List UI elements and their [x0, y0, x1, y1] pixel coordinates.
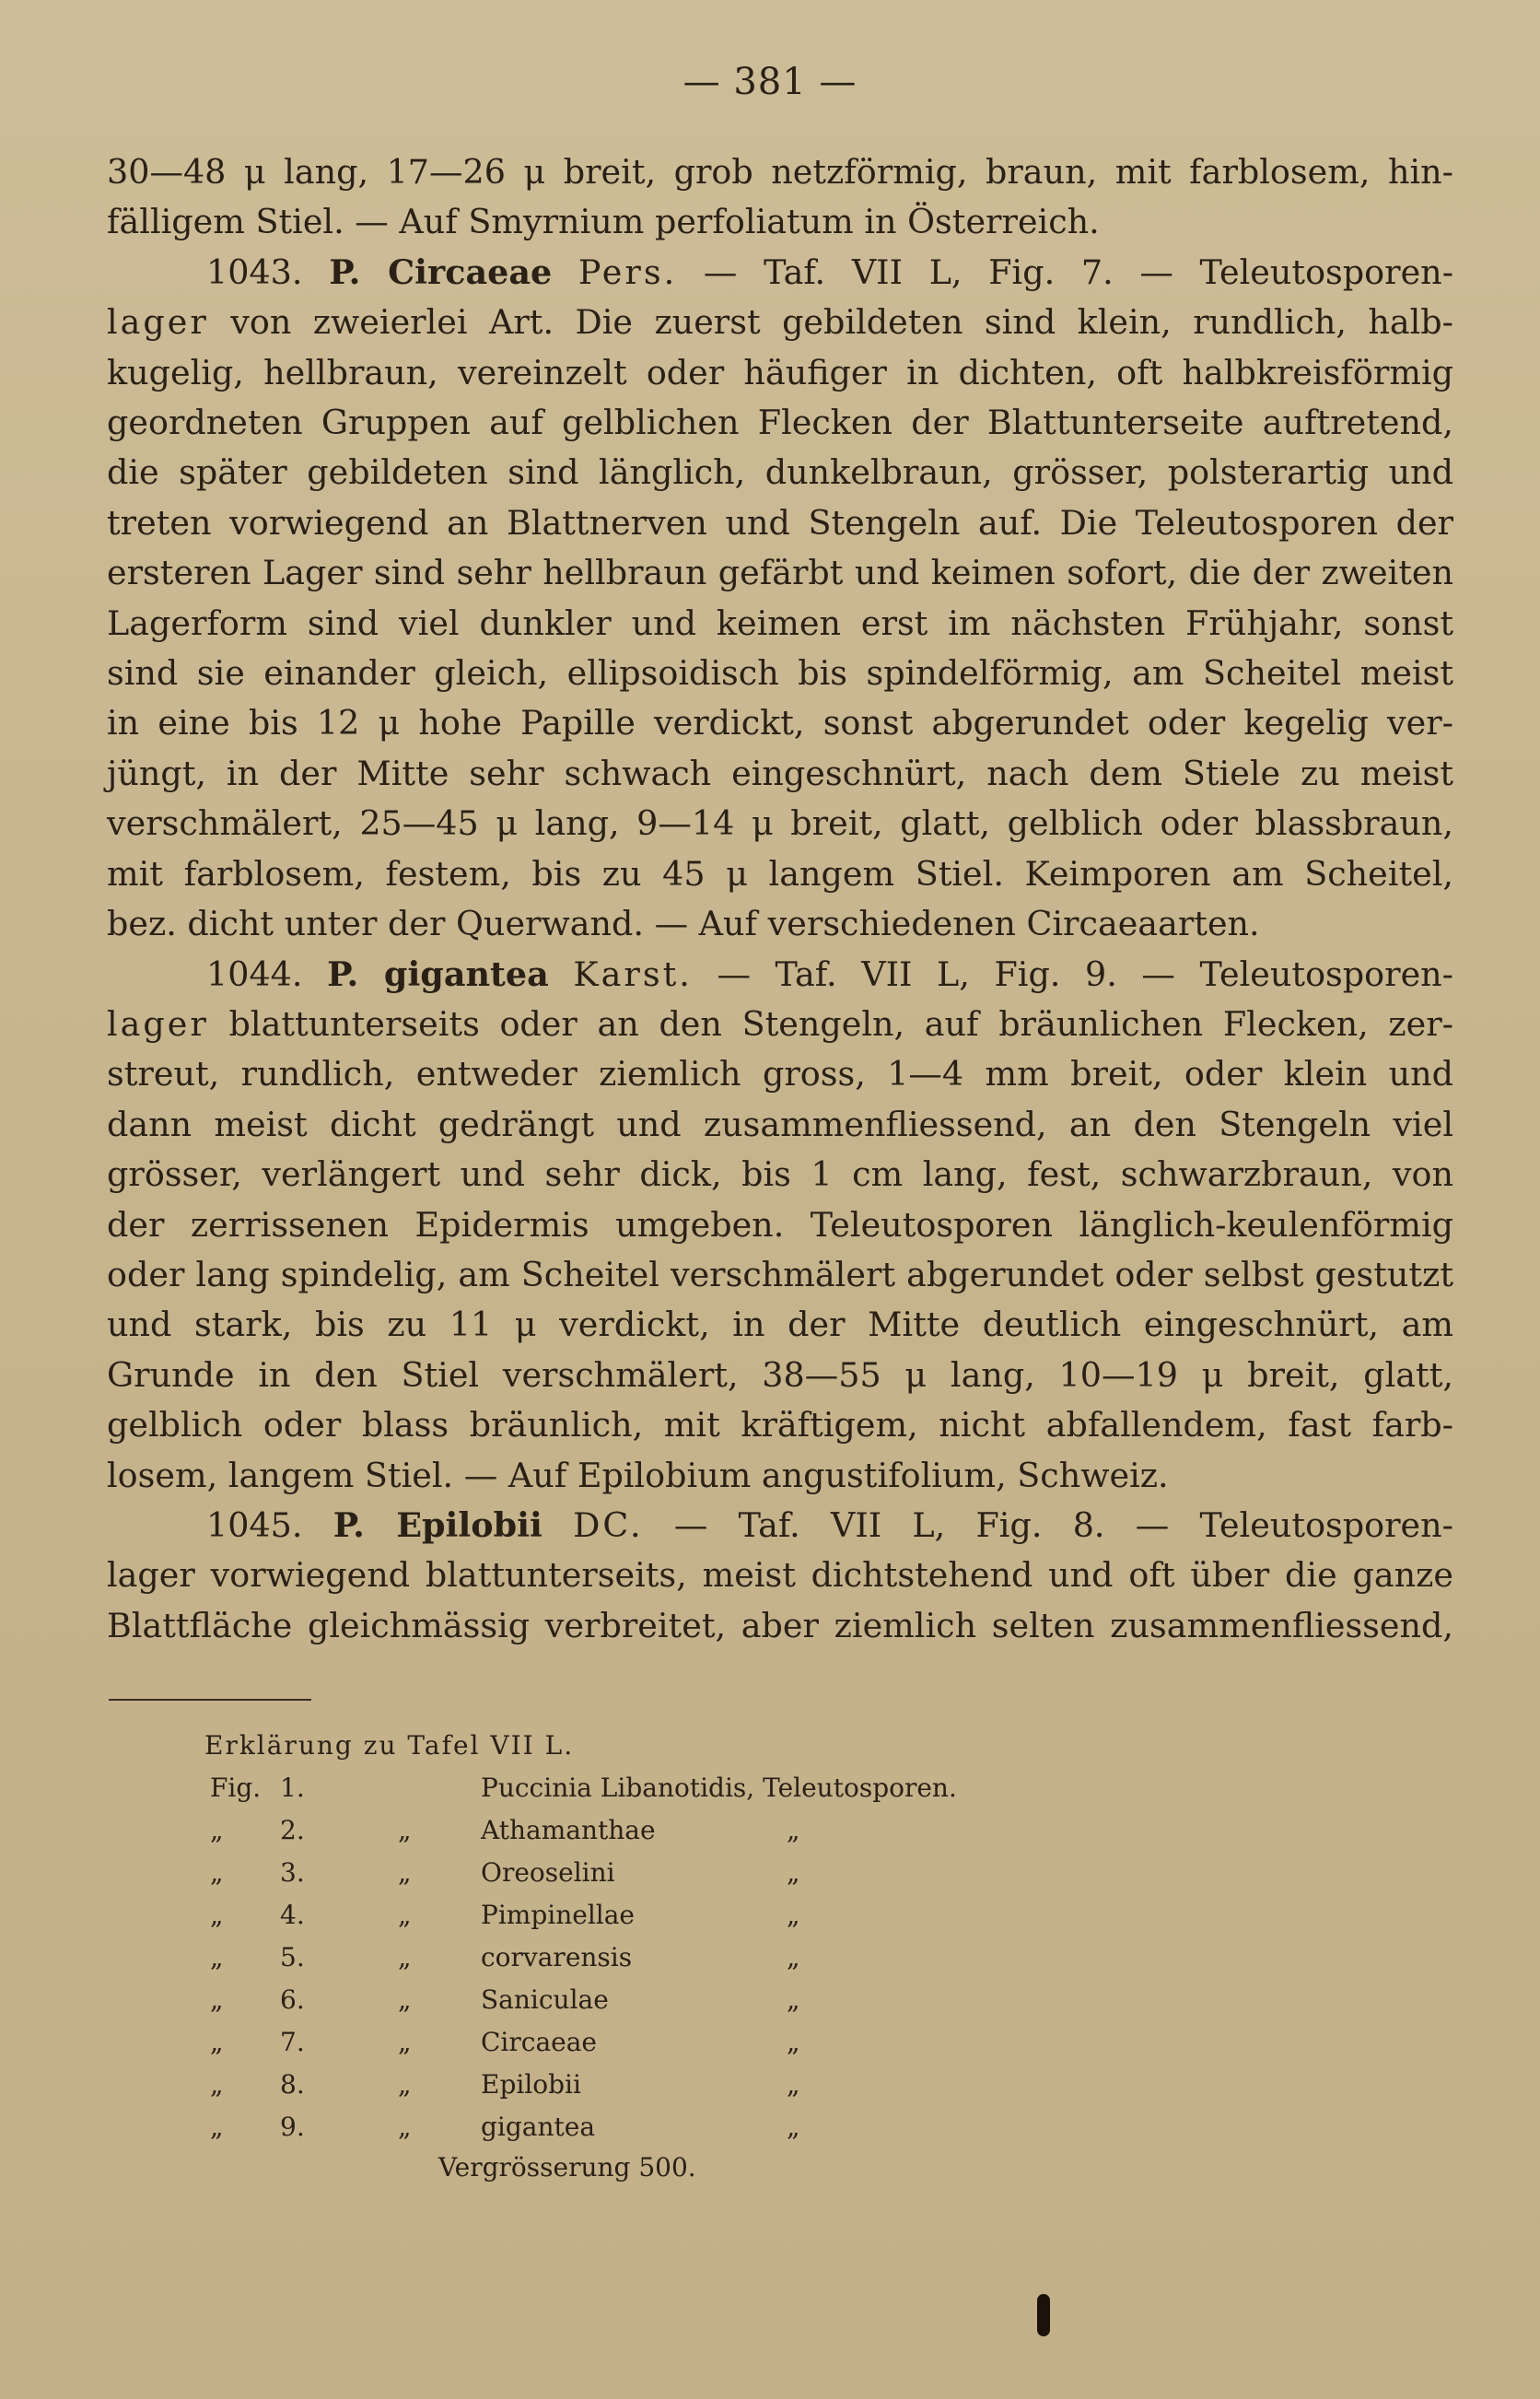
line-text: — Taf. VII L, Fig. 9. — Teleutosporen-	[717, 954, 1454, 994]
legend-fig: „	[210, 2112, 224, 2142]
legend-ditto2: „	[787, 1942, 800, 1972]
legend-ditto2: „	[787, 1815, 800, 1845]
text-line	[107, 599, 1453, 649]
text-line	[107, 1351, 1453, 1400]
line-text: streut, rundlich, entweder ziemlich gross, 1—4 mm breit, oder klein und	[107, 1054, 1453, 1094]
main-text	[107, 147, 1453, 1651]
line-text: — Taf. VII L, Fig. 7. — Teleutosporen-	[703, 252, 1454, 292]
line-text: kugelig, hellbraun, vereinzelt oder häufiger in dichten, oft halbkreisförmig	[107, 352, 1453, 392]
entry-number: 1044.	[206, 954, 303, 994]
legend-num: 5.	[280, 1942, 305, 1972]
legend-row	[204, 1937, 800, 1979]
legend-rows	[204, 1767, 957, 2148]
line-text: Grunde in den Stiel verschmälert, 38—55 μ lang, 10—19 μ breit, glatt,	[107, 1354, 1453, 1395]
text-line	[107, 799, 1453, 848]
legend-row	[204, 1979, 800, 2021]
text-line	[107, 298, 1453, 347]
text-line	[107, 1100, 1453, 1150]
spaced-term: lager	[107, 1003, 209, 1044]
line-text: sind sie einander gleich, ellipsoidisch bis spindelförmig, am Scheitel meist	[107, 653, 1453, 694]
text-line	[107, 1400, 1453, 1450]
text-line	[107, 348, 1453, 398]
legend-fig: Fig.	[210, 1773, 262, 1803]
legend-num: 8.	[280, 2069, 305, 2100]
text-line	[107, 899, 1453, 949]
legend-ditto1: „	[398, 1942, 412, 1972]
line-text: jüngt, in der Mitte sehr schwach eingeschnürt, nach dem Stiele zu meist	[107, 753, 1453, 793]
legend-footer: Vergrösserung 500.	[438, 2152, 696, 2183]
line-text: treten vorwiegend an Blattnerven und Stengeln auf. Die Teleutosporen der	[107, 502, 1453, 543]
species-name: P. gigantea	[327, 954, 549, 994]
line-text: blattunterseits oder an den Stengeln, auf bräunlichen Flecken, zer-	[228, 1003, 1453, 1044]
legend-fig: „	[210, 1900, 224, 1930]
line-text: grösser, verlängert und sehr dick, bis 1 cm lang, fest, schwarzbraun, von	[107, 1154, 1453, 1195]
text-line	[107, 950, 1453, 1000]
legend-fig: „	[210, 1857, 224, 1888]
text-line	[107, 1000, 1453, 1049]
author-abbrev: Pers.	[578, 252, 678, 292]
entry-number: 1045.	[206, 1504, 303, 1545]
line-text: mit farblosem, festem, bis zu 45 μ langem Stiel. Keimporen am Scheitel,	[107, 853, 1453, 894]
line-text: 30—48 μ lang, 17—26 μ breit, grob netzförmig, braun, mit farblosem, hin-	[107, 152, 1453, 192]
legend-num: 9.	[280, 2112, 305, 2142]
line-text: gelblich oder blass bräunlich, mit kräftigem, nicht abfallendem, fast farb-	[107, 1405, 1453, 1445]
text-line	[107, 548, 1453, 598]
line-text: die später gebildeten sind länglich, dunkelbraun, grösser, polsterartig und	[107, 452, 1453, 493]
legend-num: 7.	[280, 2027, 305, 2057]
legend-name: Puccinia Libanotidis, Teleutosporen.	[481, 1773, 957, 1803]
text-line	[107, 448, 1453, 497]
line-text: der zerrissenen Epidermis umgeben. Teleutosporen länglich-keulenförmig	[107, 1204, 1453, 1245]
legend-name: gigantea	[481, 2112, 596, 2142]
legend-ditto2: „	[787, 1857, 800, 1888]
legend-fig: „	[210, 1942, 224, 1972]
text-line	[107, 1150, 1453, 1200]
text-line	[107, 1200, 1453, 1250]
legend-ditto1: „	[398, 2112, 412, 2142]
legend-fig: „	[210, 1815, 224, 1845]
legend-ditto2: „	[787, 1900, 800, 1930]
legend-row	[204, 2064, 800, 2106]
legend-fig: „	[210, 2027, 224, 2057]
text-line	[107, 1601, 1453, 1651]
legend-ditto1: „	[398, 1857, 412, 1888]
line-text: und stark, bis zu 11 μ verdickt, in der Mitte deutlich eingeschnürt, am	[107, 1305, 1453, 1345]
legend-row	[204, 1809, 800, 1852]
line-text: verschmälert, 25—45 μ lang, 9—14 μ breit, glatt, gelblich oder blassbraun,	[107, 803, 1453, 844]
author-abbrev: Karst.	[573, 954, 693, 994]
author-abbrev: DC.	[573, 1504, 644, 1545]
legend-ditto2: „	[787, 2027, 800, 2057]
spaced-term: lager	[107, 302, 209, 343]
text-line	[107, 398, 1453, 448]
legend-row	[204, 1852, 800, 1894]
legend-ditto1: „	[398, 1984, 412, 2015]
line-text: in eine bis 12 μ hohe Papille verdickt, sonst abgerundet oder kegelig ver-	[107, 703, 1453, 743]
text-line	[107, 1551, 1453, 1600]
legend-row	[204, 2106, 800, 2148]
legend-num: 6.	[280, 1984, 305, 2015]
legend-ditto2: „	[787, 2069, 800, 2100]
text-line	[107, 649, 1453, 698]
text-line	[107, 749, 1453, 799]
legend-ditto1: „	[398, 1900, 412, 1930]
legend-name: Pimpinellae	[481, 1900, 636, 1930]
legend-row	[204, 2021, 800, 2064]
text-line	[107, 849, 1453, 899]
line-text: — Taf. VII L, Fig. 8. — Teleutosporen-	[673, 1504, 1453, 1545]
legend-num: 2.	[280, 1815, 305, 1845]
legend-row	[204, 1894, 800, 1937]
line-text: dann meist dicht gedrängt und zusammenfliessend, an den Stengeln viel	[107, 1104, 1453, 1144]
species-name: P. Circaeae	[329, 252, 553, 292]
plate-legend	[204, 1725, 957, 2148]
ink-speck	[1037, 2294, 1050, 2336]
legend-title: Erklärung zu Tafel VII L.	[204, 1730, 575, 1761]
legend-ditto1: „	[398, 2069, 412, 2100]
text-line	[107, 147, 1453, 197]
legend-fig: „	[210, 2069, 224, 2100]
legend-name: Athamanthae	[481, 1815, 656, 1845]
legend-ditto2: „	[787, 1984, 800, 2015]
line-text: losem, langem Stiel. — Auf Epilobium angustifolium, Schweiz.	[107, 1455, 1169, 1495]
text-line	[107, 1501, 1453, 1551]
text-line	[107, 1451, 1453, 1501]
legend-name: Epilobii	[481, 2069, 581, 2100]
footnote-rule	[109, 1699, 311, 1701]
line-text: ersteren Lager sind sehr hellbraun gefärbt und keimen sofort, die der zweiten	[107, 553, 1453, 593]
text-line	[107, 1250, 1453, 1300]
text-line	[107, 1049, 1453, 1099]
line-text: oder lang spindelig, am Scheitel verschmälert abgerundet oder selbst gestutzt	[107, 1254, 1453, 1294]
entry-number: 1043.	[206, 252, 303, 292]
line-text: lager vorwiegend blattunterseits, meist dichtstehend und oft über die ganze	[107, 1555, 1453, 1596]
text-line	[107, 197, 1453, 247]
text-line	[107, 498, 1453, 548]
legend-name: Saniculae	[481, 1984, 609, 2015]
legend-ditto1: „	[398, 1815, 412, 1845]
line-text: Lagerform sind viel dunkler und keimen erst im nächsten Frühjahr, sonst	[107, 603, 1453, 643]
text-line	[107, 1300, 1453, 1350]
line-text: bez. dicht unter der Querwand. — Auf verschiedenen Circaeaarten.	[107, 904, 1260, 944]
legend-ditto2: „	[787, 2112, 800, 2142]
line-text: fälligem Stiel. — Auf Smyrnium perfoliatum in Österreich.	[107, 202, 1100, 242]
text-line	[107, 698, 1453, 748]
legend-row	[204, 1767, 957, 1809]
legend-name: Oreoselini	[481, 1857, 615, 1888]
legend-ditto1: „	[398, 2027, 412, 2057]
legend-num: 1.	[280, 1773, 305, 1803]
species-name: P. Epilobii	[332, 1504, 542, 1545]
line-text: geordneten Gruppen auf gelblichen Flecken der Blattunterseite auftretend,	[107, 403, 1453, 443]
legend-num: 4.	[280, 1900, 305, 1930]
legend-name: Circaeae	[481, 2027, 597, 2057]
legend-fig: „	[210, 1984, 224, 2015]
line-text: Blattfläche gleichmässig verbreitet, aber ziemlich selten zusammenfliessend,	[107, 1605, 1453, 1645]
text-line	[107, 248, 1453, 298]
line-text: von zweierlei Art. Die zuerst gebildeten sind klein, rundlich, halb-	[230, 302, 1454, 343]
legend-num: 3.	[280, 1857, 305, 1888]
page-number: — 381 —	[682, 61, 858, 103]
legend-name: corvarensis	[481, 1942, 633, 1972]
